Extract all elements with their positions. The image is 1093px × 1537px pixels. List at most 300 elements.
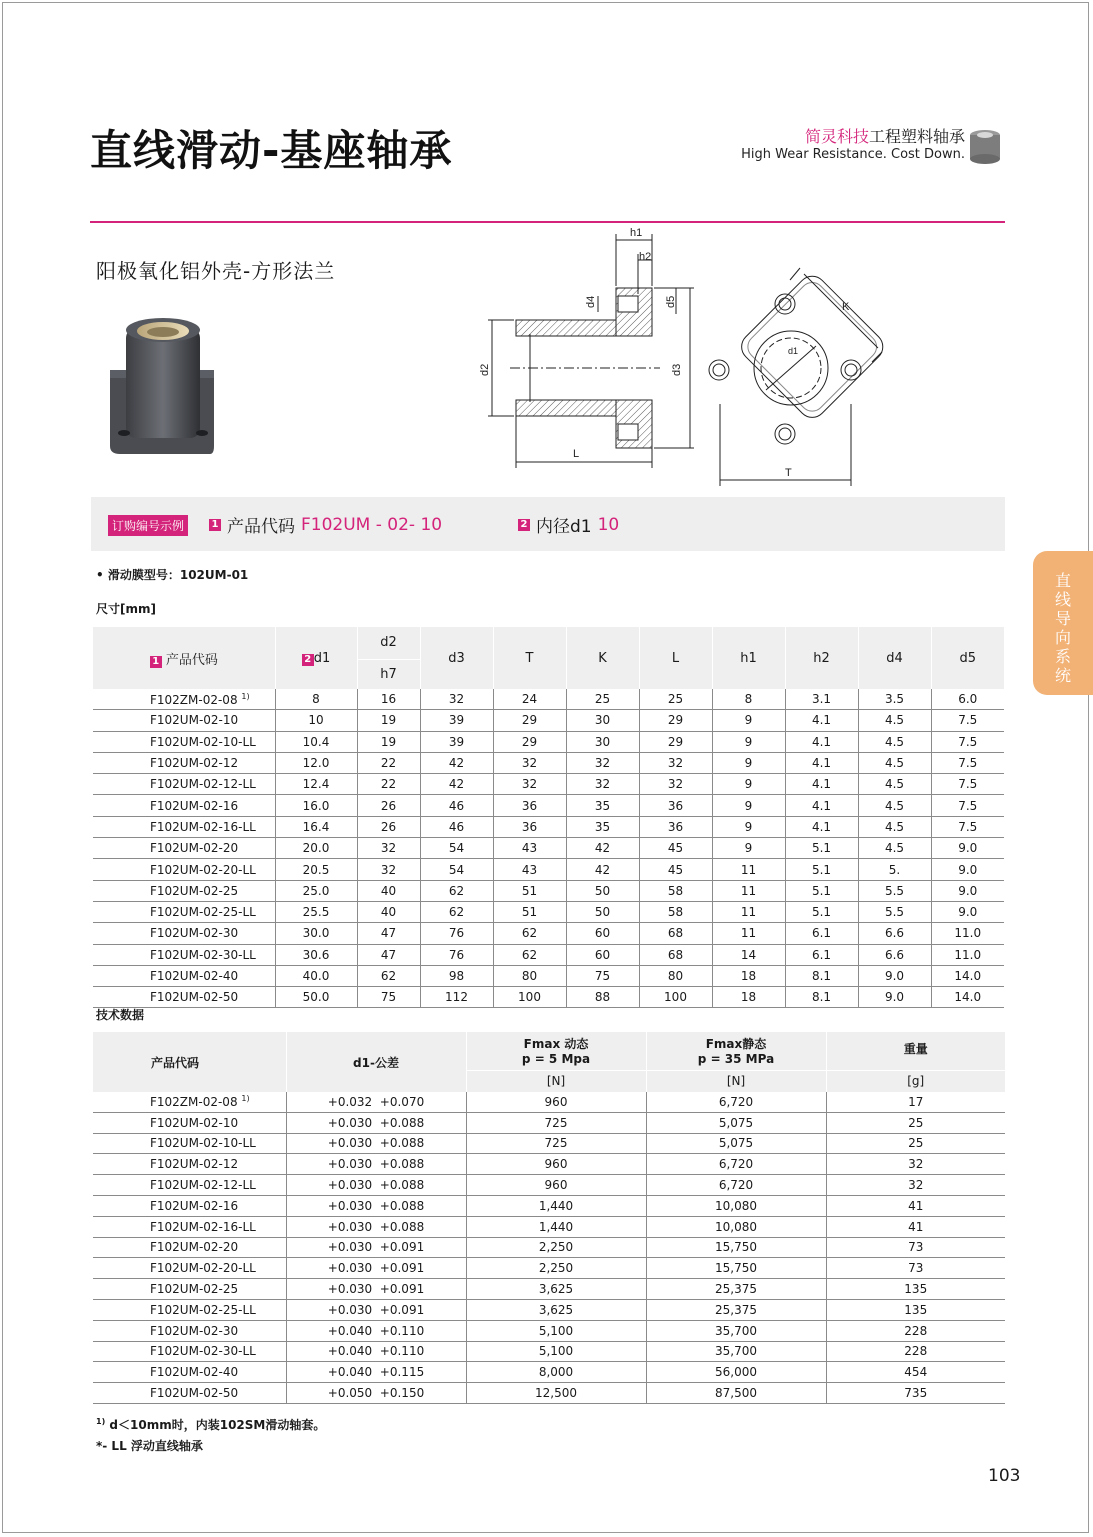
table-row: [93, 880, 1004, 901]
table-cell: 1,440: [466, 1216, 646, 1237]
table-cell: 73: [826, 1237, 1005, 1258]
table-cell: 25,375: [646, 1279, 826, 1300]
table-cell: 10,080: [646, 1195, 826, 1216]
table-cell: +0.030 +0.088: [286, 1133, 466, 1154]
table-cell: 4.1: [785, 731, 858, 752]
table-row: [93, 1258, 1005, 1279]
table-cell: 54: [420, 859, 493, 880]
table-cell: 725: [466, 1112, 646, 1133]
table-cell: 7.5: [931, 795, 1004, 816]
order-id-value: 10: [597, 514, 620, 535]
order-code-label: 产品代码: [227, 517, 295, 537]
table-cell: [93, 1258, 286, 1279]
product-code: F102UM-02-25: [150, 1282, 239, 1297]
dim-d2-label: d2: [479, 363, 491, 376]
table-cell: 25: [566, 689, 639, 710]
col-d4: d4: [858, 627, 931, 689]
table-cell: 19: [357, 731, 420, 752]
table-cell: 35,700: [646, 1320, 826, 1341]
table-cell: 45: [639, 859, 712, 880]
table-cell: 7.5: [931, 710, 1004, 731]
table-cell: 9: [712, 731, 785, 752]
table-row: [93, 1341, 1005, 1362]
table-cell: 4.5: [858, 752, 931, 773]
table-row: [93, 965, 1004, 986]
section-side-tab[interactable]: [1033, 551, 1093, 695]
table-cell: [93, 1133, 286, 1154]
marker-1: 1: [209, 519, 221, 531]
table-cell: 32: [357, 859, 420, 880]
col-fmax-static: [646, 1032, 826, 1070]
table-row: [93, 731, 1004, 752]
product-code: F102UM-02-30: [150, 1323, 239, 1338]
table-cell: +0.040 +0.115: [286, 1362, 466, 1383]
table-cell: 5.1: [785, 838, 858, 859]
table-cell: [93, 1112, 286, 1133]
table-cell: 22: [357, 752, 420, 773]
table-cell: 41: [826, 1195, 1005, 1216]
table-cell: 2,250: [466, 1237, 646, 1258]
table-cell: 42: [420, 774, 493, 795]
product-code: F102UM-02-25: [150, 883, 239, 898]
bearing-logo-icon: [968, 128, 1002, 166]
table-cell: +0.030 +0.091: [286, 1237, 466, 1258]
unit-newton-static: [N]: [646, 1070, 826, 1092]
order-product-code: [209, 512, 442, 537]
table-cell: 454: [826, 1362, 1005, 1383]
order-code-value: F102UM - 02- 10: [301, 514, 443, 535]
col-tolerance: d1-公差: [286, 1032, 466, 1092]
table-cell: 4.5: [858, 774, 931, 795]
footnote-2: *- LL 浮动直线轴承: [96, 1439, 203, 1453]
front-view: [709, 268, 889, 486]
product-code: F102UM-02-40: [150, 1365, 239, 1380]
table-cell: 8.1: [785, 965, 858, 986]
product-code: F102UM-02-10: [150, 713, 239, 728]
col-fmax-dynamic: [466, 1032, 646, 1070]
table-cell: +0.030 +0.088: [286, 1175, 466, 1196]
table-cell: 36: [639, 816, 712, 837]
footnote-marker: 1): [241, 1094, 250, 1104]
table-cell: [93, 1175, 286, 1196]
table-cell: 7.5: [931, 752, 1004, 773]
table-row: [93, 1175, 1005, 1196]
table-cell: 39: [420, 731, 493, 752]
table-cell: [93, 1237, 286, 1258]
table-cell: 9.0: [931, 859, 1004, 880]
table-cell: 4.1: [785, 795, 858, 816]
table-cell: 32: [566, 774, 639, 795]
dimensions-label: 尺寸[mm]: [96, 602, 156, 616]
dim-T-label: T: [785, 467, 792, 479]
table-row: [93, 923, 1004, 944]
col-code: 产品代码: [93, 1032, 286, 1092]
table-cell: 62: [420, 880, 493, 901]
table-cell: 29: [639, 710, 712, 731]
table-cell: 62: [493, 944, 566, 965]
header-divider: [90, 221, 1005, 223]
product-code: F102UM-02-20: [150, 1240, 239, 1255]
product-code: F102UM-02-10-LL: [150, 734, 256, 749]
table-cell: 135: [826, 1279, 1005, 1300]
table-cell: 32: [639, 774, 712, 795]
table-cell: 5.1: [785, 901, 858, 922]
table-cell: 3.1: [785, 689, 858, 710]
brand-name: 简灵科技: [804, 127, 869, 146]
table-cell: 51: [493, 901, 566, 922]
table-cell: +0.030 +0.088: [286, 1154, 466, 1175]
col-d2: d2: [357, 627, 420, 659]
table-row: [93, 1112, 1005, 1133]
table-row: [93, 1362, 1005, 1383]
table-cell: 8,000: [466, 1362, 646, 1383]
table-cell: 10.4: [275, 731, 357, 752]
brand-block: [741, 128, 965, 164]
table-cell: 62: [357, 965, 420, 986]
dim-d5-label: d5: [665, 295, 677, 308]
table-row: [93, 774, 1004, 795]
table-cell: 135: [826, 1299, 1005, 1320]
table-row: [93, 1299, 1005, 1320]
table-cell: +0.040 +0.110: [286, 1341, 466, 1362]
dim-h1-label: h1: [630, 227, 643, 239]
col-h2: h2: [785, 627, 858, 689]
footnote-1-text: d＜10mm时，内装102SM滑动轴套。: [109, 1418, 326, 1432]
table-cell: 4.5: [858, 838, 931, 859]
table-cell: [93, 774, 275, 795]
table-cell: 41: [826, 1216, 1005, 1237]
tech-data-table: [93, 1032, 1005, 1404]
table-cell: +0.030 +0.091: [286, 1279, 466, 1300]
dim-L-label: L: [573, 448, 580, 460]
table-cell: 3,625: [466, 1299, 646, 1320]
product-code: F102UM-02-25-LL: [150, 905, 256, 920]
table-cell: 5.5: [858, 901, 931, 922]
table-row: [93, 901, 1004, 922]
footnote-1-mark: 1): [96, 1417, 106, 1426]
table-cell: 10: [275, 710, 357, 731]
table-cell: 11.0: [931, 944, 1004, 965]
table-cell: 32: [420, 689, 493, 710]
table-cell: 9.0: [858, 965, 931, 986]
table-cell: 9.0: [931, 901, 1004, 922]
table-cell: 16: [357, 689, 420, 710]
table-cell: 98: [420, 965, 493, 986]
table-cell: 24: [493, 689, 566, 710]
product-code: F102UM-02-12: [150, 756, 239, 771]
technical-drawing: [470, 224, 920, 492]
table-cell: 1,440: [466, 1195, 646, 1216]
table-cell: 5.: [858, 859, 931, 880]
table-cell: 228: [826, 1341, 1005, 1362]
product-code: F102UM-02-40: [150, 969, 239, 983]
table-cell: 42: [566, 859, 639, 880]
table-row: [93, 1133, 1005, 1154]
col-code-label: 产品代码: [165, 652, 218, 668]
table-cell: 960: [466, 1175, 646, 1196]
product-code: F102UM-02-12: [150, 1157, 239, 1172]
product-code: F102UM-02-50: [150, 1386, 239, 1401]
table-cell: [93, 923, 275, 944]
table-cell: 960: [466, 1092, 646, 1112]
col-weight: 重量: [826, 1032, 1005, 1070]
table-cell: 88: [566, 987, 639, 1008]
table-cell: 6,720: [646, 1154, 826, 1175]
table-cell: [93, 816, 275, 837]
marker-2: 2: [518, 519, 530, 531]
table-cell: 35,700: [646, 1341, 826, 1362]
table-cell: 5.5: [858, 880, 931, 901]
table-cell: [93, 1341, 286, 1362]
table-cell: 12,500: [466, 1383, 646, 1404]
table-cell: 9: [712, 795, 785, 816]
brand-slogan: High Wear Resistance. Cost Down.: [741, 147, 965, 162]
table-cell: 35: [566, 795, 639, 816]
col-d1: [275, 627, 357, 689]
table-row: [93, 752, 1004, 773]
table-cell: 20.5: [275, 859, 357, 880]
table-cell: [93, 752, 275, 773]
table-cell: 25: [826, 1112, 1005, 1133]
table-cell: 725: [466, 1133, 646, 1154]
fmax-dynamic-pressure: p = 5 Mpa: [521, 1052, 591, 1067]
product-code: F102UM-02-12-LL: [150, 777, 256, 792]
col-T: T: [493, 627, 566, 689]
table-cell: [93, 838, 275, 859]
col-code: [93, 627, 275, 689]
table-cell: 68: [639, 944, 712, 965]
table-cell: 76: [420, 944, 493, 965]
table-cell: [93, 859, 275, 880]
table-cell: 43: [493, 859, 566, 880]
table-cell: 32: [639, 752, 712, 773]
film-note: • 滑动膜型号：102UM-01: [96, 568, 249, 582]
product-code: F102UM-02-20-LL: [150, 1261, 256, 1276]
product-code: F102UM-02-30-LL: [150, 1344, 256, 1359]
table-cell: 80: [493, 965, 566, 986]
fmax-static-label: Fmax静态: [705, 1037, 767, 1052]
table-cell: [93, 731, 275, 752]
table-cell: 54: [420, 838, 493, 859]
table-cell: 960: [466, 1154, 646, 1175]
table-cell: [93, 965, 275, 986]
col-K: K: [566, 627, 639, 689]
table-cell: 17: [826, 1092, 1005, 1112]
side-tab-label: 直线导向系统: [1054, 571, 1071, 685]
table-cell: 75: [357, 987, 420, 1008]
section-subtitle: 阳极氧化铝外壳-方形法兰: [96, 259, 336, 283]
col-d2-tolerance: h7: [357, 659, 420, 689]
table-cell: 4.1: [785, 710, 858, 731]
table-cell: 12.4: [275, 774, 357, 795]
table-cell: 4.5: [858, 795, 931, 816]
dim-d3-label: d3: [671, 363, 683, 376]
table-cell: 112: [420, 987, 493, 1008]
product-code: F102UM-02-16-LL: [150, 819, 256, 834]
table-cell: 46: [420, 795, 493, 816]
table-cell: 50.0: [275, 987, 357, 1008]
table-cell: 9: [712, 710, 785, 731]
table-cell: [93, 987, 275, 1008]
marker-2: 2: [302, 654, 314, 666]
table-row: [93, 1216, 1005, 1237]
dim-K-label: K: [842, 301, 850, 313]
table-cell: 30.0: [275, 923, 357, 944]
table-cell: 30.6: [275, 944, 357, 965]
table-cell: 15,750: [646, 1258, 826, 1279]
table-row: [93, 689, 1004, 710]
table-cell: 228: [826, 1320, 1005, 1341]
unit-newton-dynamic: [N]: [466, 1070, 646, 1092]
table-cell: [93, 880, 275, 901]
table-cell: 30: [566, 710, 639, 731]
table-cell: 6.0: [931, 689, 1004, 710]
table-row: [93, 816, 1004, 837]
table-cell: 32: [493, 774, 566, 795]
order-inner-diameter: [518, 512, 619, 537]
table-cell: +0.030 +0.091: [286, 1299, 466, 1320]
table-cell: 36: [639, 795, 712, 816]
table-cell: 7.5: [931, 731, 1004, 752]
table-cell: 8.1: [785, 987, 858, 1008]
table-cell: 25.5: [275, 901, 357, 922]
table-cell: 16.4: [275, 816, 357, 837]
brand-category: 工程塑料轴承: [868, 127, 965, 146]
table-cell: 8: [712, 689, 785, 710]
table-cell: 4.5: [858, 731, 931, 752]
table-cell: 40: [357, 880, 420, 901]
table-cell: 19: [357, 710, 420, 731]
table-cell: 4.1: [785, 774, 858, 795]
unit-gram: [g]: [826, 1070, 1005, 1092]
table-cell: 10,080: [646, 1216, 826, 1237]
table-cell: 39: [420, 710, 493, 731]
table-cell: 87,500: [646, 1383, 826, 1404]
page-number: 103: [988, 1466, 1021, 1486]
table-cell: 14.0: [931, 965, 1004, 986]
table-cell: 32: [826, 1154, 1005, 1175]
table-cell: 60: [566, 944, 639, 965]
table-row: [93, 1383, 1005, 1404]
table-cell: 46: [420, 816, 493, 837]
col-L: L: [639, 627, 712, 689]
table-cell: 6.6: [858, 923, 931, 944]
table-cell: 6.1: [785, 923, 858, 944]
table-cell: 62: [420, 901, 493, 922]
table-cell: 9.0: [931, 838, 1004, 859]
table-cell: 76: [420, 923, 493, 944]
table-cell: 14.0: [931, 987, 1004, 1008]
table-cell: 42: [420, 752, 493, 773]
table-cell: 25: [826, 1133, 1005, 1154]
product-code: F102UM-02-50: [150, 990, 239, 1005]
table-cell: +0.030 +0.088: [286, 1112, 466, 1133]
table-cell: 7.5: [931, 774, 1004, 795]
product-code: F102UM-02-20-LL: [150, 862, 256, 877]
dim-d1-label: d1: [788, 346, 799, 356]
table-row: [93, 859, 1004, 880]
table-cell: 50: [566, 901, 639, 922]
table-cell: [93, 944, 275, 965]
table-row: [93, 1279, 1005, 1300]
table-row: [93, 795, 1004, 816]
table-cell: 32: [357, 838, 420, 859]
table-cell: 35: [566, 816, 639, 837]
table-cell: 40: [357, 901, 420, 922]
table-cell: 15,750: [646, 1237, 826, 1258]
product-photo: [106, 318, 218, 458]
table-cell: 58: [639, 880, 712, 901]
table-cell: 29: [493, 710, 566, 731]
col-h1: h1: [712, 627, 785, 689]
table-cell: 45: [639, 838, 712, 859]
table-cell: 42: [566, 838, 639, 859]
table-cell: 80: [639, 965, 712, 986]
table-cell: 73: [826, 1258, 1005, 1279]
table-row: [93, 1154, 1005, 1175]
product-code: F102UM-02-10-LL: [150, 1136, 256, 1151]
table-row: [93, 944, 1004, 965]
table-cell: [93, 1092, 286, 1112]
table-cell: [93, 710, 275, 731]
table-cell: 11.0: [931, 923, 1004, 944]
table-cell: 2,250: [466, 1258, 646, 1279]
table-cell: 22: [357, 774, 420, 795]
fmax-dynamic-label: Fmax 动态: [523, 1037, 589, 1052]
table-cell: 7.5: [931, 816, 1004, 837]
table-cell: 4.1: [785, 816, 858, 837]
table-row: [93, 1320, 1005, 1341]
table-cell: [93, 1383, 286, 1404]
table-cell: 5.1: [785, 859, 858, 880]
dim-d4-label: d4: [585, 295, 597, 308]
table-cell: 50: [566, 880, 639, 901]
product-code: F102UM-02-16: [150, 1198, 239, 1213]
table-cell: 6,720: [646, 1092, 826, 1112]
table-cell: 5,075: [646, 1112, 826, 1133]
table-cell: 32: [566, 752, 639, 773]
table-cell: 9: [712, 816, 785, 837]
table-cell: 9: [712, 838, 785, 859]
col-d5: d5: [931, 627, 1004, 689]
table-cell: 36: [493, 816, 566, 837]
table-row: [93, 1237, 1005, 1258]
table-cell: +0.030 +0.088: [286, 1195, 466, 1216]
table-cell: [93, 795, 275, 816]
table-cell: 4.5: [858, 710, 931, 731]
table-cell: 56,000: [646, 1362, 826, 1383]
table-cell: 3,625: [466, 1279, 646, 1300]
table-cell: 5.1: [785, 880, 858, 901]
table-cell: 62: [493, 923, 566, 944]
table-cell: +0.040 +0.110: [286, 1320, 466, 1341]
table-cell: 5,100: [466, 1320, 646, 1341]
table-row: [93, 710, 1004, 731]
order-example-tag: 订购编号示例: [108, 515, 188, 536]
dimension-table: [93, 627, 1004, 1008]
table-cell: 16.0: [275, 795, 357, 816]
table-cell: 9: [712, 752, 785, 773]
table-cell: [93, 689, 275, 710]
table-cell: 36: [493, 795, 566, 816]
table-cell: 11: [712, 901, 785, 922]
table-cell: 47: [357, 923, 420, 944]
table-cell: 20.0: [275, 838, 357, 859]
table-cell: 43: [493, 838, 566, 859]
table-cell: 18: [712, 965, 785, 986]
table-cell: [93, 1279, 286, 1300]
table-cell: 5,075: [646, 1133, 826, 1154]
